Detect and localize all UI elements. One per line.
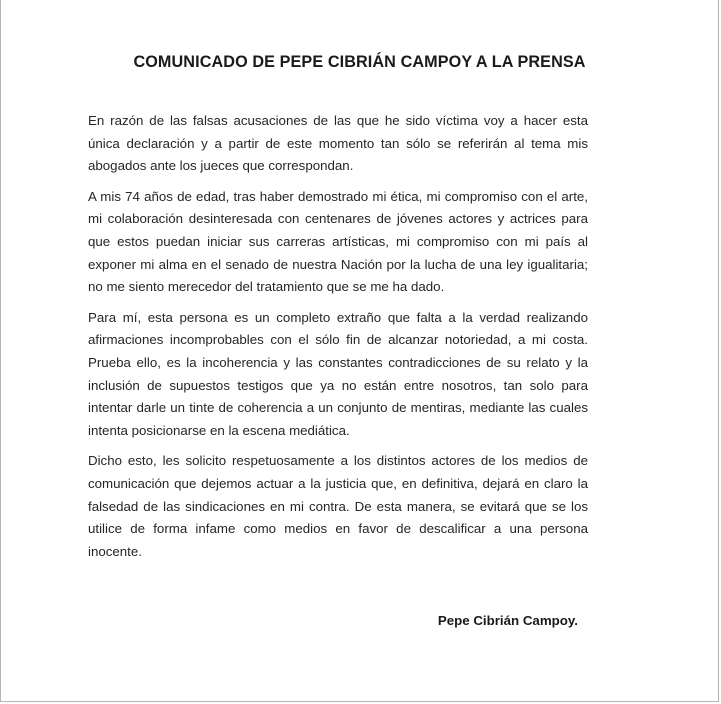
document-body bbox=[88, 110, 588, 571]
paragraph-4: Dicho esto, les solicito respetuosamente a los distintos actores de los medios de comunicación que dejemos actuar a la justicia que, en definitiva, dejará en claro la falsedad de las sindicaciones en mi contra. De esta manera, se evitará que se los utilice de forma infame como medios en favor de descalificar a una persona inocente. bbox=[88, 453, 588, 559]
signature: Pepe Cibrián Campoy. bbox=[437, 613, 578, 628]
document-title: COMUNICADO DE PEPE CIBRIÁN CAMPOY A LA PRENSA bbox=[133, 53, 586, 71]
paragraph-3: Para mí, esta persona es un completo extraño que falta a la verdad realizando afirmaciones incomprobables con el sólo fin de alcanzar notoriedad, a mi costa. Prueba ello, es la incoherencia y las constantes contradicciones de su relato y la inclusión de supuestos testigos que ya no están entre nosotros, tan solo para intentar darle un tinte de coherencia a un conjunto de mentiras, mediante las cuales intenta posicionarse en la escena mediática. bbox=[88, 309, 588, 438]
paragraph-1: En razón de las falsas acusaciones de las que he sido víctima voy a hacer esta única declaración y a partir de este momento tan sólo se referirán al tema mis abogados ante los jueces que correspondan. bbox=[88, 113, 588, 174]
paragraph-2: A mis 74 años de edad, tras haber demostrado mi ética, mi compromiso con el arte, mi colaboración desinteresada con centenares de jóvenes actores y actrices para que estos puedan iniciar sus carreras artísticas, mi compromiso con mi país al exponer mi alma en el senado de nuestra Nación por la lucha de una ley igualitaria; no me siento merecedor del tratamiento que se me ha dado. bbox=[88, 188, 588, 295]
